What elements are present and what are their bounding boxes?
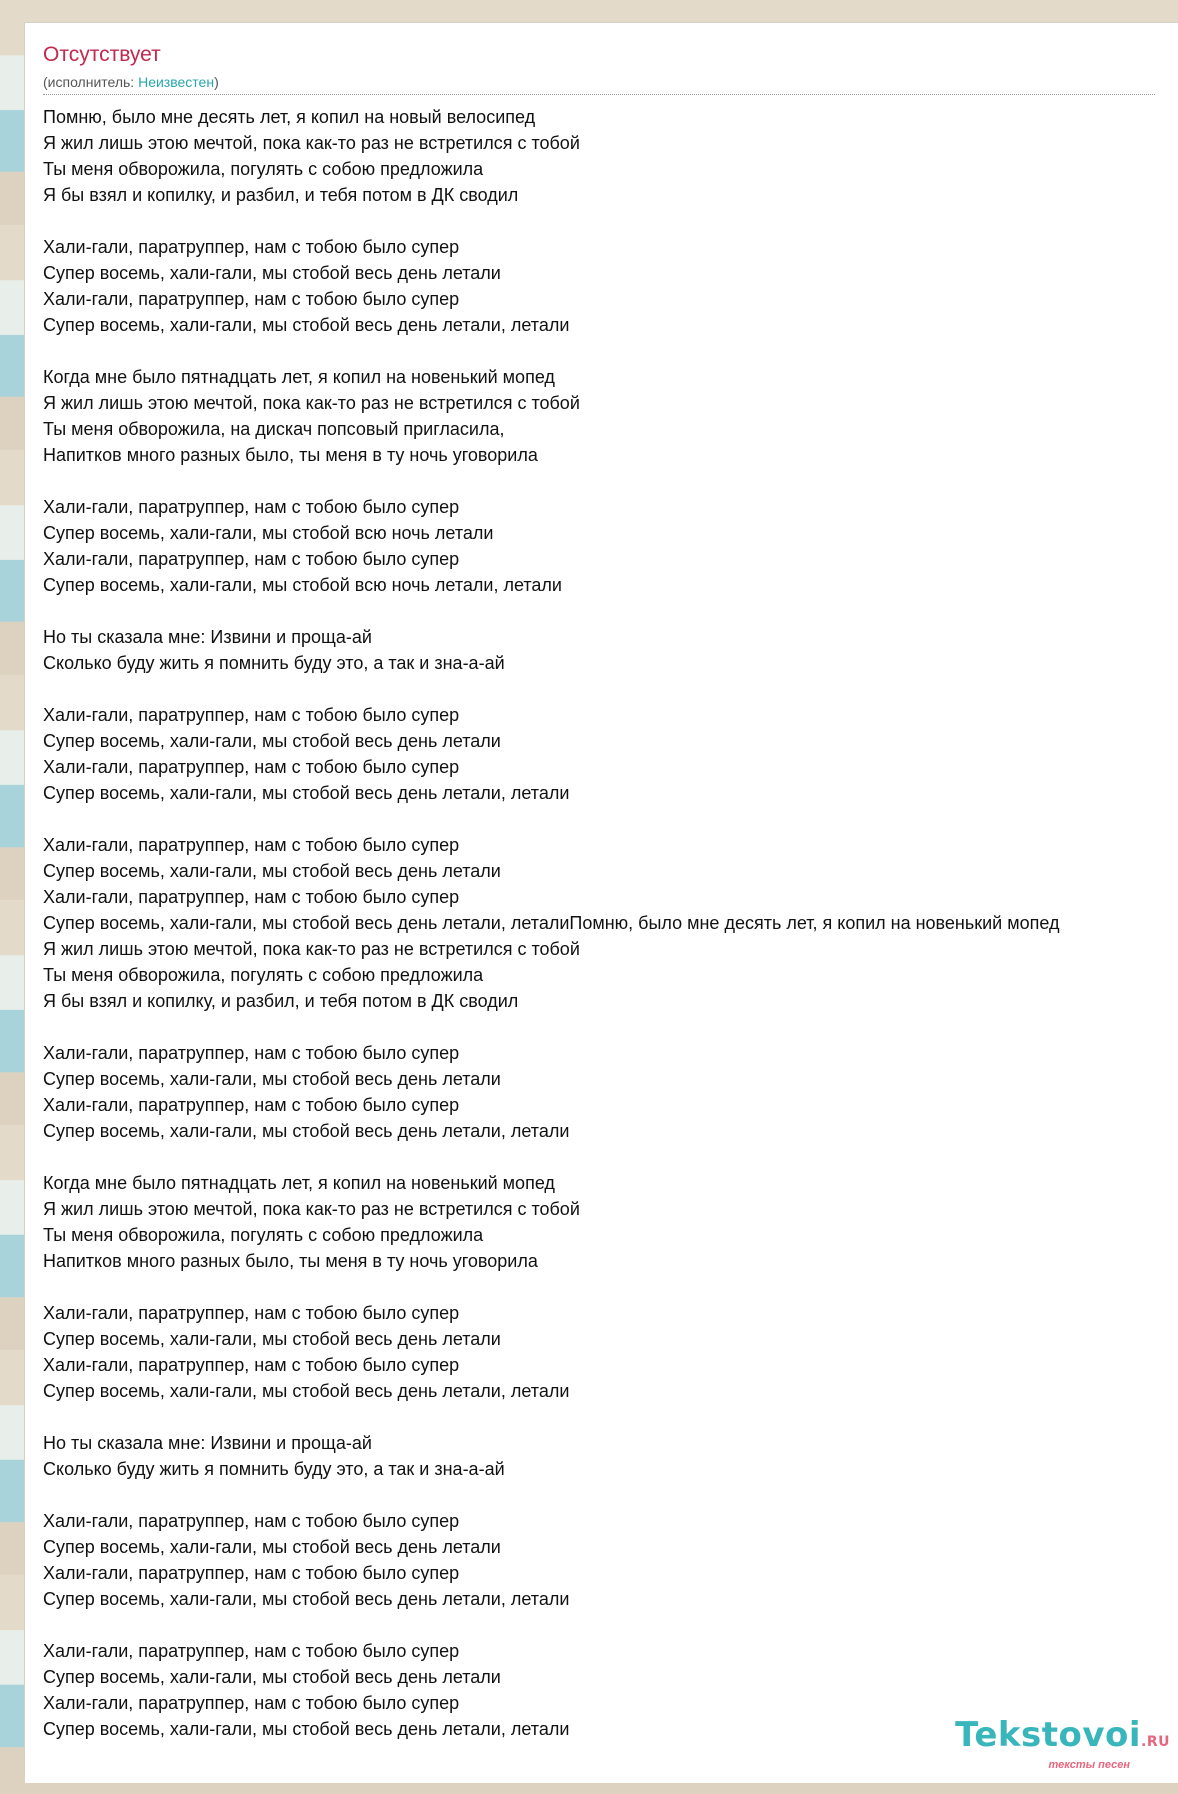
lyrics-line: Супер восемь, хали-гали, мы стобой весь день летали <box>43 1329 501 1349</box>
lyrics-line: Я жил лишь этою мечтой, пока как-то раз не встретился с тобой <box>43 133 580 153</box>
lyrics-line: Супер восемь, хали-гали, мы стобой весь день летали, летали <box>43 1381 570 1401</box>
lyrics-line: Я жил лишь этою мечтой, пока как-то раз не встретился с тобой <box>43 939 580 959</box>
lyrics-line: Хали-гали, паратруппер, нам с тобою было супер <box>43 1355 460 1375</box>
lyrics-line: Хали-гали, паратруппер, нам с тобою было супер <box>43 1043 460 1063</box>
lyrics-line: Хали-гали, паратруппер, нам с тобою было супер <box>43 1693 460 1713</box>
site-logo[interactable] <box>955 1715 1170 1771</box>
lyrics-line: Я бы взял и копилку, и разбил, и тебя потом в ДК сводил <box>43 991 519 1011</box>
lyrics-line: Супер восемь, хали-гали, мы стобой весь день летали, летали <box>43 783 570 803</box>
lyrics-line: Хали-гали, паратруппер, нам с тобою было супер <box>43 289 460 309</box>
lyrics-line: Супер восемь, хали-гали, мы стобой весь день летали <box>43 1667 501 1687</box>
song-title: Отсутствует <box>43 43 161 66</box>
lyrics-line: Хали-гали, паратруппер, нам с тобою было супер <box>43 705 460 725</box>
lyrics-line: Супер восемь, хали-гали, мы стобой всю ночь летали <box>43 523 494 543</box>
lyrics-card <box>24 22 1178 1783</box>
lyrics-line: Сколько буду жить я помнить буду это, а так и зна-а-ай <box>43 653 505 673</box>
lyrics-line: Хали-гали, паратруппер, нам с тобою было супер <box>43 835 460 855</box>
lyrics-line: Супер восемь, хали-гали, мы стобой весь день летали, летали <box>43 1121 570 1141</box>
lyrics-stanza <box>43 1300 1059 1404</box>
artist-prefix: (исполнитель: <box>43 74 139 90</box>
logo-tld: .RU <box>1141 1734 1170 1750</box>
lyrics-line: Супер восемь, хали-гали, мы стобой весь день летали, летали <box>43 315 570 335</box>
dotted-divider <box>43 94 1155 95</box>
logo-wordmark <box>955 1715 1170 1759</box>
lyrics-line: Хали-гали, паратруппер, нам с тобою было супер <box>43 1511 460 1531</box>
logo-tagline: тексты песен <box>1048 1759 1130 1771</box>
lyrics-stanza <box>43 104 1059 208</box>
lyrics-line: Напитков много разных было, ты меня в ту ночь уговорила <box>43 1251 538 1271</box>
lyrics-line: Хали-гали, паратруппер, нам с тобою было супер <box>43 757 460 777</box>
lyrics-line: Ты меня обворожила, на дискач попсовый пригласила, <box>43 419 505 439</box>
lyrics-stanza <box>43 494 1059 598</box>
artist-link[interactable]: Неизвестен <box>138 74 215 90</box>
lyrics-line: Сколько буду жить я помнить буду это, а так и зна-а-ай <box>43 1459 505 1479</box>
lyrics-line: Но ты сказала мне: Извини и проща-ай <box>43 1433 372 1453</box>
artist-suffix: ) <box>214 74 219 90</box>
lyrics-text <box>43 104 1059 1768</box>
lyrics-stanza <box>43 1040 1059 1144</box>
lyrics-line: Когда мне было пятнадцать лет, я копил на новенький мопед <box>43 367 555 387</box>
lyrics-stanza <box>43 624 1059 676</box>
lyrics-line: Супер восемь, хали-гали, мы стобой всю ночь летали, летали <box>43 575 562 595</box>
lyrics-stanza <box>43 1170 1059 1274</box>
lyrics-line: Хали-гали, паратруппер, нам с тобою было супер <box>43 237 460 257</box>
lyrics-line: Супер восемь, хали-гали, мы стобой весь день летали <box>43 861 501 881</box>
lyrics-stanza <box>43 832 1059 1014</box>
lyrics-line: Хали-гали, паратруппер, нам с тобою было супер <box>43 1641 460 1661</box>
lyrics-stanza <box>43 702 1059 806</box>
logo-name: Tekstovoi <box>955 1715 1142 1755</box>
lyrics-line: Напитков много разных было, ты меня в ту ночь уговорила <box>43 445 538 465</box>
lyrics-line: Хали-гали, паратруппер, нам с тобою было супер <box>43 549 460 569</box>
lyrics-stanza <box>43 1430 1059 1482</box>
lyrics-line: Ты меня обворожила, погулять с собою предложила <box>43 965 484 985</box>
lyrics-line: Хали-гали, паратруппер, нам с тобою было супер <box>43 1095 460 1115</box>
lyrics-line: Ты меня обворожила, погулять с собою предложила <box>43 159 484 179</box>
lyrics-stanza <box>43 364 1059 468</box>
lyrics-line: Когда мне было пятнадцать лет, я копил на новенький мопед <box>43 1173 555 1193</box>
lyrics-line: Супер восемь, хали-гали, мы стобой весь день летали, летали <box>43 1719 570 1739</box>
lyrics-line: Но ты сказала мне: Извини и проща-ай <box>43 627 372 647</box>
lyrics-stanza <box>43 1508 1059 1612</box>
lyrics-line: Ты меня обворожила, погулять с собою предложила <box>43 1225 484 1245</box>
lyrics-line: Супер восемь, хали-гали, мы стобой весь день летали <box>43 1537 501 1557</box>
lyrics-line: Хали-гали, паратруппер, нам с тобою было супер <box>43 1563 460 1583</box>
artist-line <box>43 74 219 90</box>
lyrics-line: Хали-гали, паратруппер, нам с тобою было супер <box>43 497 460 517</box>
lyrics-line: Супер восемь, хали-гали, мы стобой весь день летали <box>43 731 501 751</box>
lyrics-line: Хали-гали, паратруппер, нам с тобою было супер <box>43 887 460 907</box>
lyrics-line: Помню, было мне десять лет, я копил на новый велосипед <box>43 107 536 127</box>
lyrics-stanza <box>43 234 1059 338</box>
lyrics-stanza <box>43 1638 1059 1742</box>
lyrics-line: Супер восемь, хали-гали, мы стобой весь день летали, леталиПомню, было мне десять лет, я копил на новенький мопед <box>43 913 1060 933</box>
lyrics-line: Хали-гали, паратруппер, нам с тобою было супер <box>43 1303 460 1323</box>
lyrics-line: Супер восемь, хали-гали, мы стобой весь день летали, летали <box>43 1589 570 1609</box>
lyrics-line: Я жил лишь этою мечтой, пока как-то раз не встретился с тобой <box>43 1199 580 1219</box>
lyrics-line: Супер восемь, хали-гали, мы стобой весь день летали <box>43 263 501 283</box>
lyrics-line: Я бы взял и копилку, и разбил, и тебя потом в ДК сводил <box>43 185 519 205</box>
lyrics-line: Я жил лишь этою мечтой, пока как-то раз не встретился с тобой <box>43 393 580 413</box>
lyrics-line: Супер восемь, хали-гали, мы стобой весь день летали <box>43 1069 501 1089</box>
